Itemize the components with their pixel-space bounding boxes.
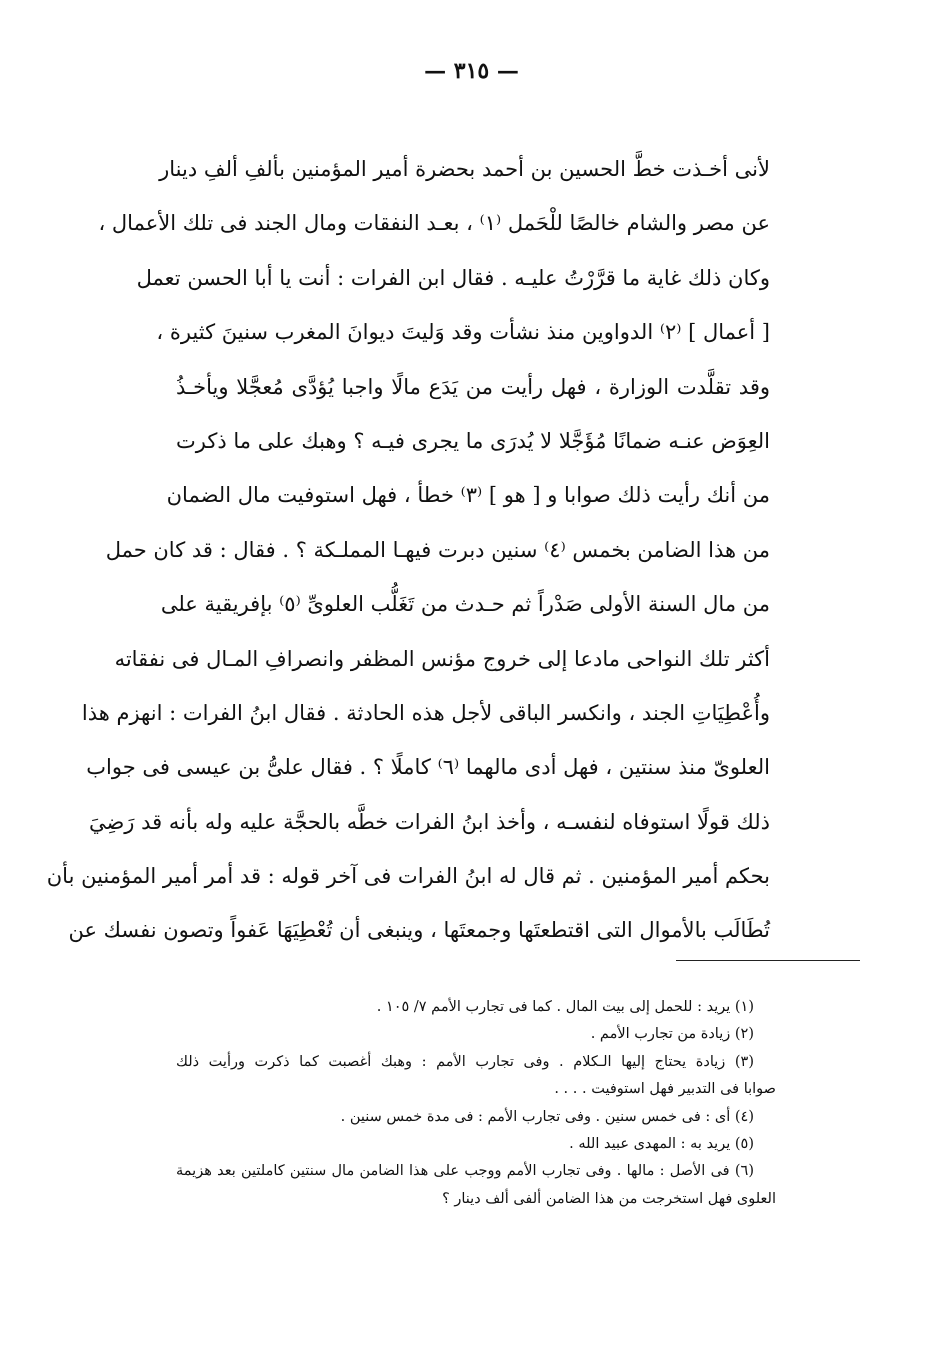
text-line: العلوىّ منذ سنتين ، فهل أدى مالهما ⁽٦⁾ كاملًا ؟ . فقال علىُّ بن عيسى فى جواب [86,755,770,780]
text-line: أكثر تلك النواحى مادعا إلى خروج مؤنس المظفر وانصرافِ المـال فى نفقاته [114,646,770,671]
footnote-line: (٢) زيادة من تجارب الأمم . [590,1026,754,1043]
footnote-line: (٥) يريد به : المهدى عبيد الله . [569,1135,754,1152]
text-line: تُطَالَب بالأموال التى اقتطعتَها وجمعتَها ، وينبغى أن تُعْطِيَهَا عَفواً وتصون نفسك عن [68,918,770,943]
text-line: لأنى أخـذت خطَّ الحسين بن أحمد بحضرة أمير المؤمنين بألفِ ألفِ دينار [159,157,770,181]
text-line: وأُعْطِيَاتِ الجند ، وانكسر الباقى لأجل هذه الحادثة . فقال ابنُ الفرات : انهزم هذا [81,700,770,725]
page-number: — ٣١٥ — [424,58,519,84]
text-line: من أنك رأيت ذلك صوابا و [ هو ] ⁽٣⁾ خطأ ، فهل استوفيت مال الضمان [166,483,770,508]
footnote-line: العلوى فهل استخرجت من هذا الضامن ألفى ألف دينار ؟ [442,1190,776,1207]
text-line: بحكم أمير المؤمنين . ثم قال له ابنُ الفرات فى آخر قوله : قد أمر أمير المؤمنين بأن [46,864,770,889]
footnote-line: (٤) أى : فى خمس سنين . وفى تجارب الأمم : فى مدة خمس سنين . [340,1108,754,1125]
text-line: من مال السنة الأولى صَدْراً ثم حـدث من تَغَلُّب العلوىِّ ⁽٥⁾ بإفريقية على [160,592,770,617]
text-line: العِوَض عنـه ضمانًا مُؤَجَّلا لا يُدرَى ما يجرى فيـه ؟ وهبك على ما ذكرت [176,428,770,453]
text-line: ذلك قولًا استوفاه لنفسـه ، وأخذ ابنُ الفرات خطَّه بالحجَّة عليه وله بأنه قد رَضِيَ [88,809,770,834]
footnote-line: (١) يريد : للحمل إلى بيت المال . كما فى تجارب الأمم ٧/ ١٠٥ . [376,999,754,1015]
text-line: من هذا الضامن بخمس ⁽٤⁾ سنين دبرت فيهـا المملـكة ؟ . فقال : قد كان حمل [105,537,770,562]
text-line: عن مصر والشام خالصًا للْحَمل ⁽١⁾ ، بعـد النفقات ومال الجند فى تلك الأعمال ، [98,211,770,236]
footnote-separator [676,960,860,961]
footnote-line: صوابا فى التدبير فهل استوفيت . . . . [554,1081,776,1098]
text-line: [ أعمال ] ⁽٢⁾ الدواوين منذ نشأت وقد وَليتَ ديوانَ المغرب سنينَ كثيرة ، [156,320,770,345]
main-text [46,142,770,958]
text-line: وقد تقلَّدت الوزارة ، فهل رأيت من يَدَع مالًا واجبا يُؤدَّى مُعجَّلا ويأخـذُ [176,374,770,399]
footnote-line: (٣) زيادة يحتاج إليها الـكلام . وفى تجارب الأمم : وهبك أغصبت كما ذكرت ورأيت ذلك [176,1053,754,1070]
footnote-line: (٦) فى الأصل : مالها . وفى تجارب الأمم ووجب على هذا الضامن مال سنتين كاملتين بعد هزيمة [176,1163,754,1180]
text-line: وكان ذلك غاية ما قرَّرْتُ عليـه . فقال ابن الفرات : أنت يا أبا الحسن تعمل [136,265,770,290]
footnotes [176,994,776,1213]
